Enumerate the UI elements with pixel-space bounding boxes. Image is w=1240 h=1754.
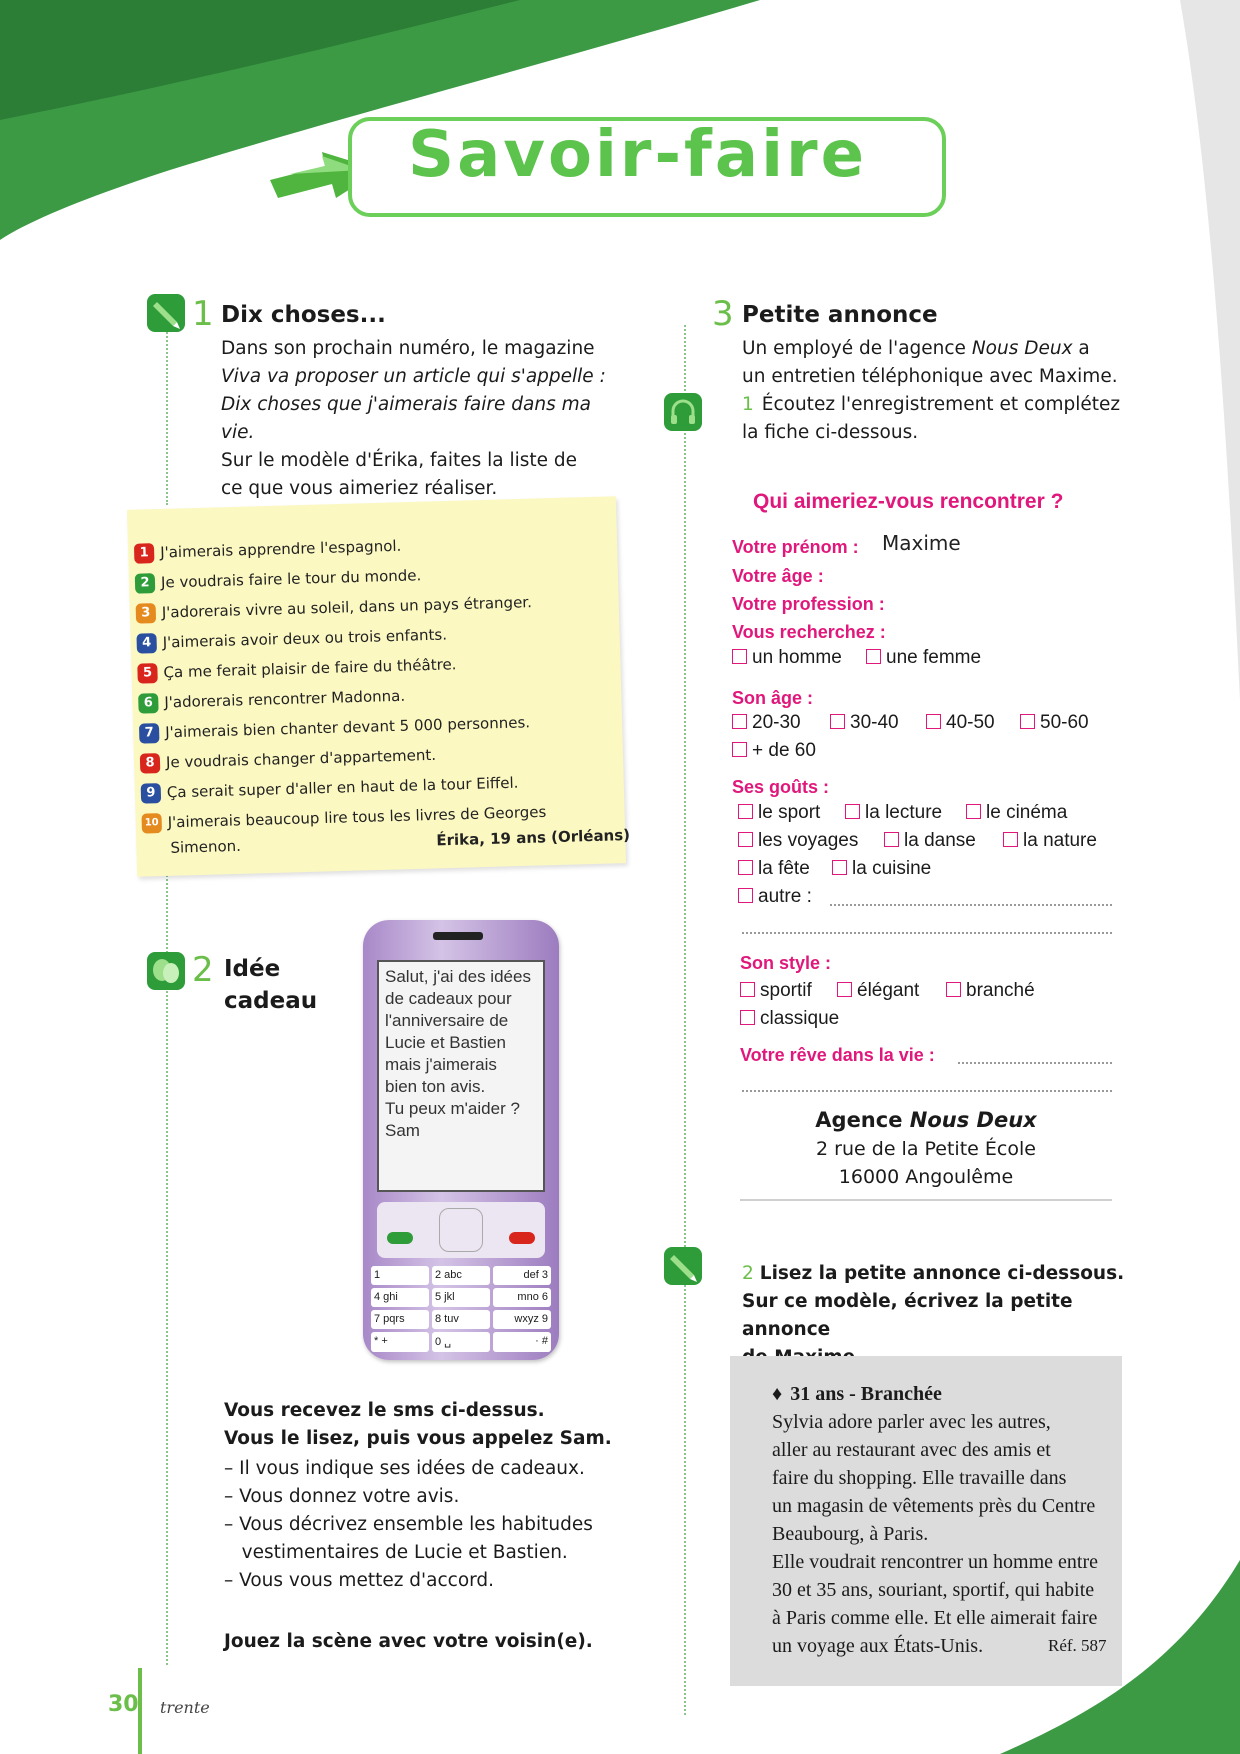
ad-line: Elle voudrait rencontrer un homme entre [772,1551,1098,1573]
checkbox[interactable] [732,714,747,729]
checkbox-option[interactable] [1020,712,1089,734]
bullet-line: – Vous donnez votre avis. [224,1486,460,1507]
keypad-key: · # [493,1332,551,1352]
checkbox[interactable] [740,982,755,997]
reve-label: Votre rêve dans la vie : [740,1045,935,1065]
ad-line: aller au restaurant avec des amis et [772,1439,1051,1461]
option-label: les voyages [758,830,859,851]
checkbox-option[interactable] [884,830,976,852]
intro-line: Dans son prochain numéro, le magazine [221,338,595,359]
note-item-text: J'aimerais beaucoup lire tous les livres de Georges [167,802,547,832]
note-item-text: Ça serait super d'aller en haut de la tour Eiffel. [166,773,519,802]
intro-line [742,391,1142,419]
profession-label: Votre profession : [732,594,885,614]
checkbox[interactable] [830,714,845,729]
sms-line: Lucie et Bastien [385,1033,506,1052]
intro-text: a [1072,338,1090,359]
sticky-note [127,496,631,877]
sms-line: Salut, j'ai des idées [385,967,531,986]
intro-line: Dix choses que j'aimerais faire dans ma vie. [221,394,591,443]
ad-reference: Réf. 587 [1048,1636,1107,1655]
checkbox-option[interactable] [1003,830,1097,852]
checkbox-option[interactable] [738,830,858,852]
classified-ad [730,1356,1122,1686]
sms-line: bien ton avis. [385,1077,486,1096]
checkbox-option[interactable] [946,980,1035,1002]
checkbox-option[interactable] [732,740,816,762]
headphones-icon [664,393,702,431]
number-badge: 9 [141,783,162,804]
keypad-key: 0 ␣ [432,1332,490,1352]
agency-name: Nous Deux [909,1108,1037,1132]
checkbox-option[interactable] [738,886,812,908]
phone-speaker [433,932,483,940]
ad-line: un voyage aux États-Unis. [772,1635,984,1657]
checkbox-option[interactable] [740,980,812,1002]
note-item [141,773,519,804]
keypad-key: def 3 [493,1266,551,1285]
checkbox-option[interactable] [732,712,801,734]
checkbox[interactable] [732,742,747,757]
intro-text: Un employé de l'agence [742,338,972,359]
option-label: élégant [857,980,920,1001]
option-label: la lecture [865,802,943,823]
checkbox[interactable] [740,1010,755,1025]
phone-nav-pad [377,1202,545,1258]
page-number: 30 [108,1692,139,1717]
option-label: un homme [752,647,842,668]
keypad-key: mno 6 [493,1288,551,1307]
autre-input-line-2[interactable] [742,932,1112,934]
number-badge: 8 [140,753,161,774]
prenom-value: Maxime [882,531,961,555]
checkbox[interactable] [837,982,852,997]
ad-heading [772,1380,942,1408]
agency-name: Nous Deux [971,338,1073,359]
number-badge: 5 [137,663,158,684]
keypad-key: 5 jkl [432,1288,490,1307]
checkbox[interactable] [738,888,753,903]
note-item-text: J'aimerais avoir deux ou trois enfants. [162,625,448,652]
note-item-text: J'aimerais apprendre l'espagnol. [159,536,402,562]
ad-line: Beaubourg, à Paris. [772,1523,929,1545]
divider-center [684,325,686,1715]
intro-line: un entretien téléphonique avec Maxime. [742,366,1118,387]
section1-heading: Dix choses... [221,302,386,328]
keypad-key: 4 ghi [371,1288,429,1307]
section1-intro [221,335,621,503]
checkbox-option[interactable] [832,858,931,880]
checkbox-option[interactable] [732,647,842,669]
keypad-key: wxyz 9 [493,1310,551,1329]
step-text: Lisez la petite annonce ci-dessous. [759,1263,1125,1284]
diamond-icon: ♦ [772,1383,783,1405]
checkbox[interactable] [946,982,961,997]
keypad-key: 2 abc [432,1266,490,1285]
prenom-label: Votre prénom : [732,537,859,557]
section3-intro [742,335,1142,447]
checkbox[interactable] [738,804,753,819]
step-text: Écoutez l'enregistrement et complétez [761,394,1121,415]
option-label: la danse [904,830,976,851]
pencil-icon [147,294,185,332]
keypad-key: 1 [371,1266,429,1285]
ad-line: 30 et 35 ans, souriant, sportif, qui habite [772,1579,1095,1601]
reve-input-line[interactable] [958,1062,1112,1064]
divider-left-top [166,325,168,505]
note-signature: Érika, 19 ans (Orléans) [436,825,631,850]
sms-line: Tu peux m'aider ? [385,1099,520,1118]
number-badge: 7 [139,723,160,744]
intro-line [742,335,1142,363]
age-label: Votre âge : [732,566,824,586]
intro-line: la fiche ci-dessous. [742,422,919,443]
number-badge: 1 [134,543,155,564]
option-label: la fête [758,858,810,879]
autre-input-line[interactable] [830,904,1112,906]
hang-up-icon [509,1232,535,1244]
checkbox-option[interactable] [830,712,899,734]
option-label: classique [760,1008,840,1029]
option-label: sportif [760,980,812,1001]
ad-line: faire du shopping. Elle travaille dans [772,1467,1067,1489]
checkbox[interactable] [1003,832,1018,847]
gouts-label: Ses goûts : [732,777,830,797]
note-item-text: Je voudrais faire le tour du monde. [160,566,422,592]
option-label: la cuisine [852,858,932,879]
step-number: 1 [742,394,754,415]
ad-heading-text: 31 ans - Branchée [790,1383,942,1405]
note-item [136,593,533,624]
style-label: Son style : [740,953,832,973]
note-item [138,686,405,713]
bullet-line: – Vous décrivez ensemble les habitudes [224,1514,593,1535]
instruction-line: Vous le lisez, puis vous appelez Sam. [224,1428,612,1449]
ad-line: Sylvia adore parler avec les autres, [772,1411,1051,1433]
section2-number: 2 [192,950,214,990]
note-item-text: Je voudrais changer d'appartement. [165,745,437,772]
option-label: branché [966,980,1035,1001]
section2-heading-line2: cadeau [224,988,318,1014]
note-item [140,745,437,773]
option-label: autre : [758,886,812,907]
checkbox[interactable] [738,860,753,875]
mobile-phone [363,920,559,1360]
intro-line: ce que vous aimeriez réaliser. [221,478,498,499]
option-label: 30-40 [850,712,899,733]
ad-line: un magasin de vêtements près du Centre [772,1495,1096,1517]
number-badge: 10 [141,813,162,834]
note-item [137,655,456,684]
checkbox-option[interactable] [837,980,919,1002]
checkbox-option[interactable] [926,712,995,734]
option-label: 20-30 [752,712,801,733]
reve-input-line-2[interactable] [742,1090,1112,1092]
page-title: Savoir-faire [408,118,867,192]
keypad-key: * + [371,1332,429,1352]
note-item [135,566,422,594]
sms-line: l'anniversaire de [385,1011,509,1030]
nav-center-key [439,1208,483,1252]
note-item-text: J'adorerais rencontrer Madonna. [164,686,406,712]
section2-heading-line1: Idée [224,956,281,982]
agency-name-line [740,1105,1112,1135]
page-number-word: trente [160,1698,210,1717]
option-label: + de 60 [752,740,816,761]
note-item [141,802,546,833]
agency-address [740,1105,1112,1201]
number-badge: 4 [136,633,157,654]
theater-masks-icon [147,952,185,990]
step-number: 2 [742,1263,754,1284]
call-icon [387,1232,413,1244]
number-badge: 2 [135,573,156,594]
note-item-text: J'adorerais vivre au soleil, dans un pays étranger. [161,593,533,622]
option-label: 40-50 [946,712,995,733]
option-label: 50-60 [1040,712,1089,733]
son-age-label: Son âge : [732,688,814,708]
form-title: Qui aimeriez-vous rencontrer ? [753,490,1064,513]
keypad-key: 7 pqrs [371,1310,429,1329]
keypad-key: 8 tuv [432,1310,490,1329]
checkbox[interactable] [966,804,981,819]
option-label: une femme [886,647,982,668]
agency-prefix: Agence [815,1108,910,1132]
phone-keypad [371,1266,551,1352]
sms-line: de cadeaux pour [385,989,512,1008]
checkbox[interactable] [832,860,847,875]
option-label: la nature [1023,830,1097,851]
note-item [136,625,447,654]
checkbox-option[interactable] [845,802,942,824]
bullet-line: – Il vous indique ses idées de cadeaux. [224,1458,585,1479]
number-badge: 3 [136,603,157,624]
checkbox[interactable] [1020,714,1035,729]
checkbox-option[interactable] [738,802,820,824]
note-item [139,713,530,744]
checkbox-option[interactable] [740,1008,839,1030]
bullet-line: vestimentaires de Lucie et Bastien. [224,1542,568,1563]
note-item [134,536,402,563]
checkbox[interactable] [884,832,899,847]
ad-body [772,1408,1112,1660]
section3-heading: Petite annonce [742,302,938,328]
intro-line: Viva va proposer un article qui s'appelle : [221,366,606,387]
address-line: 2 rue de la Petite École [816,1138,1036,1160]
instruction-line: Vous recevez le sms ci-dessus. [224,1400,545,1421]
section1-number: 1 [192,294,214,334]
ad-line: à Paris comme elle. Et elle aimerait faire [772,1607,1098,1629]
checkbox[interactable] [738,832,753,847]
option-label: le sport [758,802,821,823]
checkbox[interactable] [926,714,941,729]
checkbox-option[interactable] [966,802,1067,824]
checkbox[interactable] [845,804,860,819]
checkbox[interactable] [732,649,747,664]
bullet-line: – Vous vous mettez d'accord. [224,1570,495,1591]
sms-line: mais j'aimerais [385,1055,497,1074]
section3-number: 3 [712,294,734,334]
section2-instructions [224,1397,664,1595]
recherchez-label: Vous recherchez : [732,622,886,642]
pencil-icon [664,1247,702,1285]
note-last-line: Simenon. [170,836,242,857]
step2-line [742,1260,1142,1288]
option-label: le cinéma [986,802,1068,823]
divider-left-bottom [166,875,168,1665]
note-item-text: J'aimerais bien chanter devant 5 000 personnes. [164,713,531,742]
intro-line: Sur le modèle d'Érika, faites la liste de [221,450,578,471]
address-line: 16000 Angoulême [838,1166,1014,1188]
closing-instruction: Jouez la scène avec votre voisin(e). [224,1631,593,1652]
checkbox-option[interactable] [866,647,981,669]
note-item-text: Ça me ferait plaisir de faire du théâtre. [163,655,457,682]
sms-line: Sam [385,1121,420,1140]
sms-screen [377,960,545,1192]
checkbox-option[interactable] [738,858,810,880]
checkbox[interactable] [866,649,881,664]
step2-line: Sur ce modèle, écrivez la petite annonce [742,1291,1073,1340]
number-badge: 6 [138,693,159,714]
